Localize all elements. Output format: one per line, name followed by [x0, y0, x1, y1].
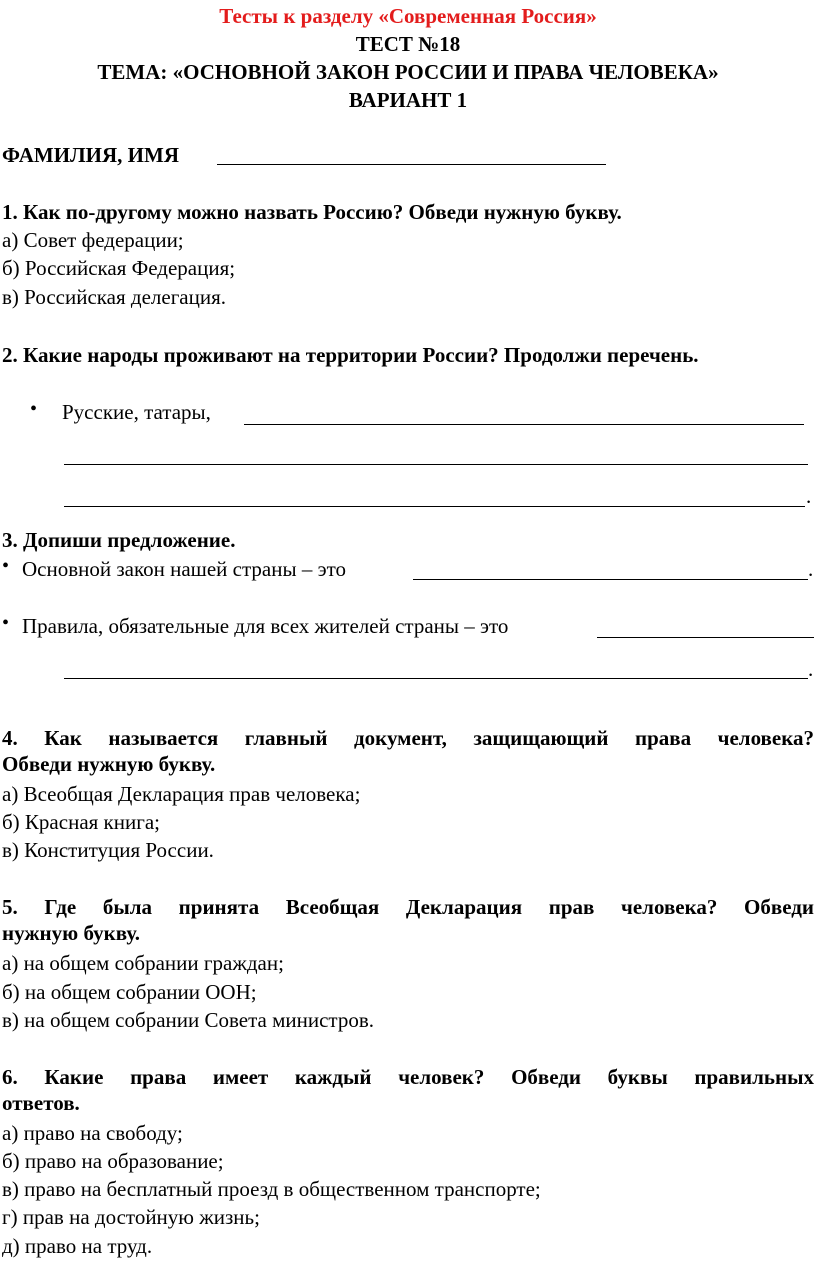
- q1-option-a[interactable]: а) Совет федерации;: [2, 228, 184, 252]
- q4-option-b[interactable]: б) Красная книга;: [2, 810, 160, 834]
- question-2: 2. Какие народы проживают на территории России? Продолжи перечень.: [2, 343, 699, 367]
- q3-answer-line-1[interactable]: [413, 557, 808, 580]
- question-4-line-2: Обведи нужную букву.: [2, 752, 216, 776]
- q2-bullet-text: Русские, татары,: [62, 400, 211, 424]
- name-label: ФАМИЛИЯ, ИМЯ: [2, 143, 180, 167]
- section-title: Тесты к разделу «Современная Россия»: [219, 4, 597, 28]
- period-mark: .: [808, 557, 814, 581]
- q3-answer-line-2[interactable]: [597, 615, 814, 638]
- q3-bullet-2-text: Правила, обязательные для всех жителей страны – это: [22, 614, 509, 638]
- q2-answer-line-3[interactable]: [64, 484, 805, 507]
- q6-option-c[interactable]: в) право на бесплатный проезд в общественном транспорте;: [2, 1177, 541, 1201]
- q1-option-b[interactable]: б) Российская Федерация;: [2, 256, 236, 280]
- q6-option-b[interactable]: б) право на образование;: [2, 1149, 224, 1173]
- question-4-line-1: 4. Как называется главный документ, защищающий права человека?: [2, 726, 814, 750]
- q3-answer-line-3[interactable]: [64, 656, 808, 679]
- bullet-icon: •: [30, 398, 38, 420]
- period-mark: .: [808, 657, 814, 681]
- question-6-line-2: ответов.: [2, 1091, 80, 1115]
- question-6: [2, 1064, 814, 1116]
- question-6-line-1: 6. Какие права имеет каждый человек? Обведи буквы правильных: [2, 1065, 814, 1089]
- question-5-line-2: нужную букву.: [2, 921, 141, 945]
- question-1: 1. Как по-другому можно назвать Россию? Обведи нужную букву.: [2, 200, 622, 224]
- question-5: [2, 894, 814, 946]
- name-field-line[interactable]: [217, 142, 606, 165]
- question-4: [2, 725, 814, 777]
- q2-answer-line-1[interactable]: [244, 402, 804, 425]
- q6-option-e[interactable]: д) право на труд.: [2, 1234, 153, 1258]
- q4-option-a[interactable]: а) Всеобщая Декларация прав человека;: [2, 782, 361, 806]
- q6-option-a[interactable]: а) право на свободу;: [2, 1121, 183, 1145]
- question-5-line-1: 5. Где была принята Всеобщая Декларация прав человека? Обведи: [2, 895, 814, 919]
- q2-answer-line-2[interactable]: [64, 442, 808, 465]
- test-number: ТЕСТ №18: [355, 32, 461, 56]
- period-mark: .: [806, 484, 812, 508]
- q6-option-d[interactable]: г) прав на достойную жизнь;: [2, 1205, 260, 1229]
- q5-option-a[interactable]: а) на общем собрании граждан;: [2, 951, 284, 975]
- q1-option-c[interactable]: в) Российская делегация.: [2, 285, 227, 309]
- q5-option-b[interactable]: б) на общем собрании ООН;: [2, 980, 257, 1004]
- q3-bullet-1-text: Основной закон нашей страны – это: [22, 557, 346, 581]
- topic-title: ТЕМА: «ОСНОВНОЙ ЗАКОН РОССИИ И ПРАВА ЧЕЛОВЕКА»: [97, 60, 719, 84]
- q4-option-c[interactable]: в) Конституция России.: [2, 838, 214, 862]
- bullet-icon: •: [2, 612, 10, 634]
- variant-label: ВАРИАНТ 1: [348, 88, 468, 112]
- question-3: 3. Допиши предложение.: [2, 528, 236, 552]
- q5-option-c[interactable]: в) на общем собрании Совета министров.: [2, 1008, 375, 1032]
- bullet-icon: •: [2, 555, 10, 577]
